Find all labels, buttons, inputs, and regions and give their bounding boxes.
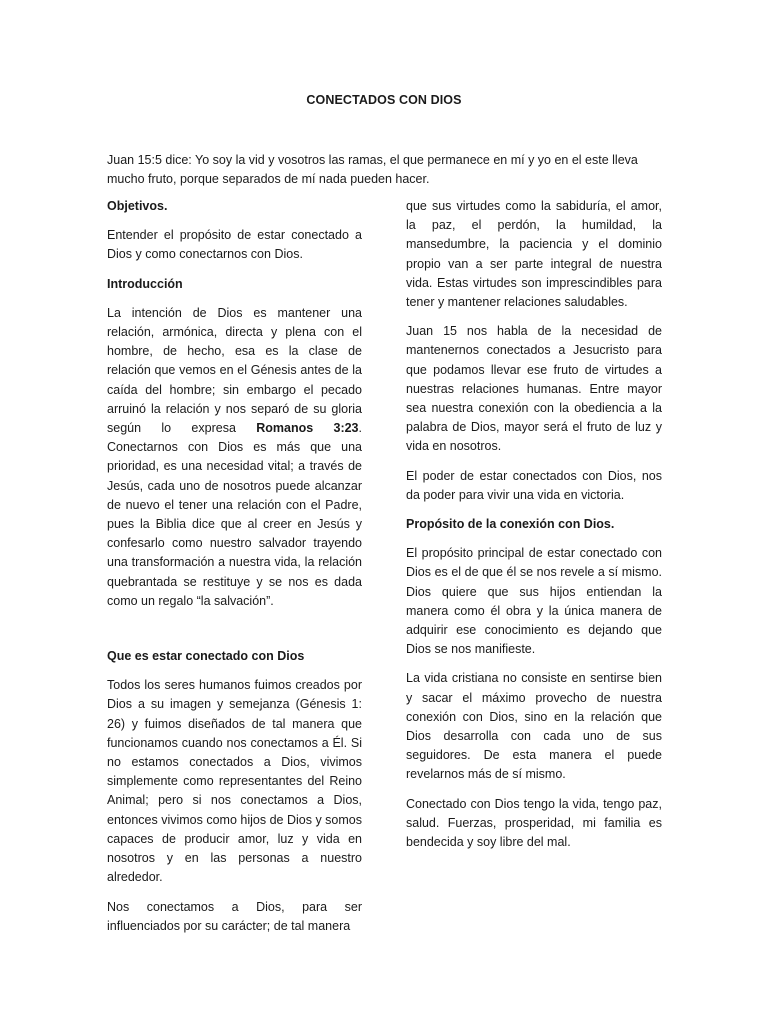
vida-cristiana-paragraph: La vida cristiana no consiste en sentirse bien y sacar el máximo provecho de nuestra conexión con Dios, sino en la relación que Dios desarrolla con cada uno de sus seguidores. De esta manera el puede revelarnos más de sí mismo. [406, 671, 662, 782]
que-es-paragraph-2: Nos conectamos a Dios, para ser influenciados por su carácter; de tal manera [107, 899, 362, 933]
conectado-paragraph: Conectado con Dios tengo la vida, tengo paz, salud. Fuerzas, prosperidad, mi familia es bendecida y soy libre del mal. [406, 796, 662, 850]
objetivos-heading: Objetivos. [107, 199, 168, 213]
section-spacer [107, 621, 362, 647]
introduccion-heading: Introducción [107, 276, 183, 291]
virtudes-paragraph: que sus virtudes como la sabiduría, el amor, la paz, el perdón, la humildad, la mansedumbre, la paciencia y el dominio propio van a ser parte integral de nuestra vida. Estas virtudes son imprescindibles para tener y mantener relaciones saludables. [406, 199, 662, 310]
left-column [107, 197, 362, 946]
proposito-heading: Propósito de la conexión con Dios. [406, 517, 615, 532]
que-es-paragraph-1: Todos los seres humanos fuimos creados por Dios a su imagen y semejanza (Génesis 1: 26) y fuimos diseñados de tal manera que funcionamos cuando nos conectamos a Él. Si no estamos conectados a Dios, vivimos simplemente como representantes del Reino Animal; pero si nos conectamos a Dios, entonces vivimos como hijos de Dios y somos capaces de producir amor, luz y vida en nosotros y en las personas a nuestro alrededor. [107, 678, 362, 885]
bible-reference: Romanos 3:23 [256, 421, 359, 436]
proposito-paragraph: El propósito principal de estar conectado con Dios es el de que él se nos revele a sí mismo. Dios quiere que sus hijos entiendan la manera como él obra y la única manera de adquirir ese conocimiento es dejando que Dios se nos manifieste. [406, 546, 662, 657]
objetivos-paragraph: Entender el propósito de estar conectado a Dios y como conectarnos con Dios. [107, 228, 362, 262]
introduccion-paragraph [107, 304, 362, 611]
right-column [406, 197, 662, 862]
document-title: CONECTADOS CON DIOS [306, 93, 462, 107]
intro-verse: Juan 15:5 dice: Yo soy la vid y vosotros las ramas, el que permanece en mí y yo en el este lleva mucho fruto, porque separados de mí nada pueden hacer. [107, 153, 638, 186]
juan-15-paragraph: Juan 15 nos habla de la necesidad de mantenernos conectados a Jesucristo para que podamos llevar ese fruto de virtudes a nuestras relaciones humanas. Entre mayor sea nuestra conexión con la obediencia a la palabra de Dios, mayor será el fruto de luz y vida en nosotros. [406, 324, 662, 454]
que-es-heading: Que es estar conectado con Dios [107, 649, 305, 664]
poder-paragraph: El poder de estar conectados con Dios, nos da poder para vivir una vida en victoria. [406, 468, 662, 502]
introduccion-text-end: . Conectarnos con Dios es más que una prioridad, es una necesidad vital; a través de Jesús, cada uno de nosotros puede alcanzar de nuevo el tener una relación con el Padre, pues la Biblia dice que al creer en Jesús y confesarlo como nuestro salvador trayendo una transformación a nuestra vida, la relación quebrantada se restituye y se nos es dada como un regalo “la salvación”. [107, 421, 362, 608]
introduccion-text-start: La intención de Dios es mantener una relación, armónica, directa y plena con el hombre, de hecho, esa es la clase de relación que vemos en el Génesis antes de la caída del hombre; sin embargo el pecado arruinó la relación y nos separó de su gloria según lo expresa [107, 305, 362, 436]
